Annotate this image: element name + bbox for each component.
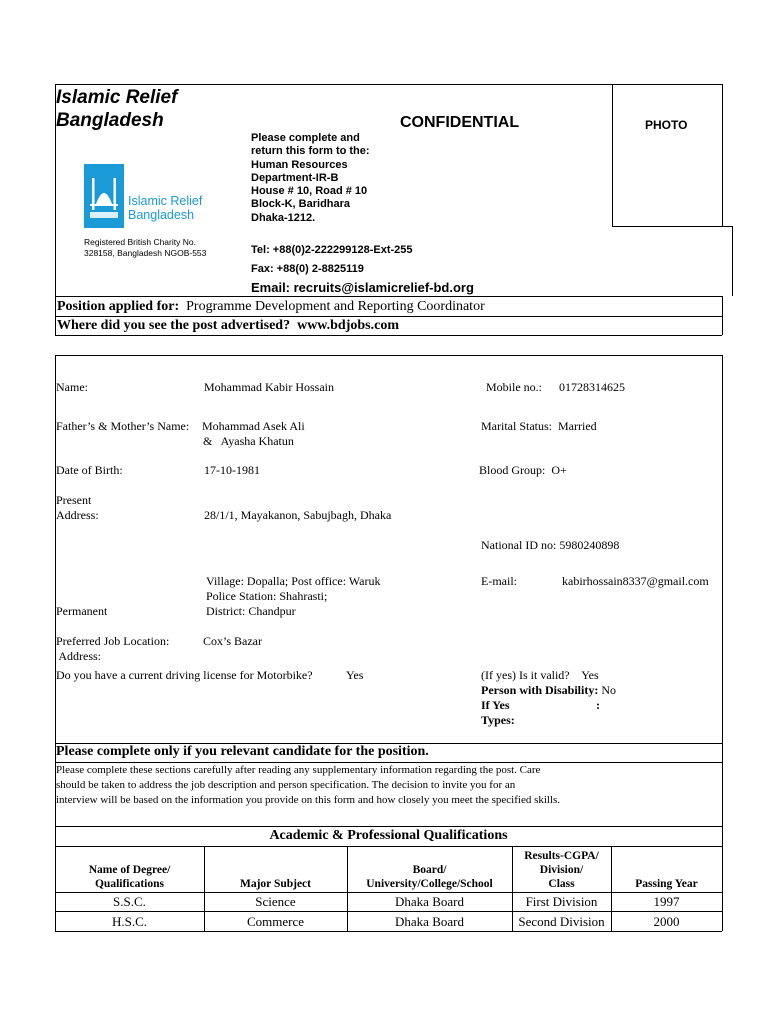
name-value: Mohammad Kabir Hossain [204, 380, 334, 394]
return-address [251, 132, 370, 225]
job-location-label: Preferred Job Location: [56, 634, 170, 648]
table-cell: Dhaka Board [395, 894, 464, 909]
charity-line-2: 328158, Bangladesh NGOB-553 [84, 247, 207, 258]
blood-group-label: Blood Group: [479, 463, 546, 477]
present-label-line-2: Address: [56, 508, 99, 522]
photo-bottom-border [612, 226, 732, 227]
position-label: Position applied for: [57, 299, 180, 314]
instructions-line-1: Please complete these sections carefully after reading any supplementary information regarding the post. Care [56, 764, 541, 776]
name-label: Name: [56, 380, 88, 394]
details-right-border [722, 355, 723, 931]
photo-placeholder-label: PHOTO [645, 118, 688, 132]
advertised-value: www.bdjobs.com [297, 318, 399, 333]
header-results-line-2: Division/ [539, 864, 584, 876]
header-degree-line-2: Qualifications [94, 878, 164, 890]
if-yes-colon: : [596, 698, 600, 712]
if-yes-label: If Yes [481, 698, 510, 712]
header-results-line-1: Results-CGPA/ [524, 850, 599, 862]
present-label-line-1: Present [56, 493, 92, 507]
permanent-value-line-2: Police Station: Shahrasti; [206, 589, 328, 603]
table-cell: First Division [525, 894, 598, 909]
charity-registration [84, 237, 206, 258]
disability-value: No [601, 683, 617, 697]
advertised-label: Where did you see the post advertised? [57, 318, 291, 333]
license-valid-answer: Yes [581, 668, 599, 682]
telephone: Tel: +88(0)2-222299128-Ext-255 [251, 244, 413, 256]
fax: Fax: +88(0) 2-8825119 [251, 263, 364, 275]
header-results-line-3: Class [548, 878, 575, 890]
table-cell: Commerce [246, 914, 305, 929]
qual-row-border [55, 911, 722, 912]
relevant-instructions [56, 763, 632, 808]
position-right-border [722, 296, 723, 335]
position-bottom-border [55, 335, 722, 336]
photo-right-border [722, 84, 723, 226]
position-top-border [55, 296, 722, 297]
return-address-line: return this form to the: [251, 145, 370, 158]
logo-text-line-1: Islamic Relief [128, 194, 203, 208]
types-label: Types: [481, 713, 515, 727]
qual-bottom-border [55, 931, 722, 932]
relevant-heading: Please complete only if you relevant candidate for the position. [56, 744, 429, 759]
dob-value: 17-10-1981 [204, 463, 260, 477]
disability-row [481, 683, 616, 698]
marital-value: Married [558, 419, 597, 433]
header-board [347, 863, 512, 891]
position-left-border [55, 296, 56, 335]
header-results [512, 849, 611, 891]
blood-group-value: O+ [551, 463, 567, 477]
table-cell: H.S.C. [111, 914, 148, 929]
advertised-row [57, 318, 399, 334]
blood-group-row [479, 463, 567, 478]
return-address-line: Human Resources [251, 158, 348, 171]
email-label: E-mail: [481, 574, 517, 588]
return-address-line: Dhaka-1212. [251, 211, 316, 224]
return-address-line: Please complete and [251, 132, 360, 144]
table-cell: 2000 [653, 914, 680, 929]
table-cell: 1997 [653, 894, 680, 909]
header-right-border [732, 226, 733, 296]
charity-line-1: Registered British Charity No. [84, 237, 196, 247]
permanent-value-line-3: District: Chandpur [206, 604, 296, 618]
permanent-value-line-1: Village: Dopalla; Post office: Waruk [206, 574, 381, 588]
present-address-value: 28/1/1, Mayakanon, Sabujbagh, Dhaka [204, 508, 392, 522]
qual-title-border [55, 846, 722, 847]
return-address-line: Department-IR-B [251, 171, 339, 184]
driving-license-answer: Yes [346, 668, 364, 682]
disability-label: Person with Disability: [481, 683, 599, 697]
header-board-line-2: University/College/School [366, 878, 493, 890]
license-valid-row [481, 668, 599, 683]
instructions-line-2: should be taken to address the job description and person specification. The decision to invite you for an [56, 779, 516, 791]
islamic-relief-logo [84, 164, 204, 228]
mosque-logo-icon [84, 164, 124, 228]
mobile-label: Mobile no.: [486, 380, 542, 394]
logo-text [128, 194, 202, 222]
dob-label: Date of Birth: [56, 463, 123, 477]
marital-status-row [481, 419, 597, 434]
parents-value-father: Mohammad Asek Ali [202, 419, 305, 433]
table-cell: Dhaka Board [395, 914, 464, 929]
table-cell: Science [255, 894, 296, 909]
header-degree-line-1: Name of Degree/ [88, 864, 171, 876]
header-major-subject: Major Subject [239, 878, 311, 890]
return-address-line: Block-K, Baridhara [251, 198, 351, 211]
header-passing-year: Passing Year [635, 878, 698, 890]
header-board-line-1: Board/ [412, 864, 447, 876]
job-location-value: Cox’s Bazar [203, 634, 262, 648]
header-degree [55, 863, 204, 891]
logo-text-line-2: Bangladesh [128, 208, 195, 222]
permanent-label-line-1: Permanent [56, 604, 108, 618]
instructions-line-3: interview will be based on the information you provide on this form and how closely you meet the specified skills. [56, 794, 561, 806]
marital-label: Marital Status: [481, 419, 552, 433]
parents-value-mother: & Ayasha Khatun [203, 434, 294, 448]
mobile-value: 01728314625 [559, 380, 625, 394]
organization-name [56, 86, 177, 132]
national-id: National ID no: 5980240898 [481, 538, 620, 552]
qual-top-border [55, 826, 722, 827]
permanent-label-line-2: Address: [56, 649, 101, 663]
table-cell: Second Division [518, 914, 605, 929]
return-address-line: House # 10, Road # 10 [251, 185, 368, 198]
present-address-label [56, 493, 99, 523]
email-value: kabirhossain8337@gmail.com [562, 574, 709, 588]
position-value: Programme Development and Reporting Coordinator [186, 299, 485, 314]
driving-license-question: Do you have a current driving license for Motorbike? [56, 668, 313, 682]
permanent-address-value [206, 574, 381, 619]
details-top-border [55, 355, 722, 356]
qual-header-border [55, 892, 722, 893]
photo-left-border [612, 84, 613, 226]
contact-email: Email: recruits@islamicrelief-bd.org [251, 280, 474, 295]
position-applied-row [57, 299, 485, 315]
qualifications-title: Academic & Professional Qualifications [269, 828, 508, 843]
confidential-label: CONFIDENTIAL [400, 114, 520, 131]
parents-label: Father’s & Mother’s Name: [56, 419, 190, 433]
license-valid-question: (If yes) Is it valid? [481, 668, 570, 682]
org-name-line-2: Bangladesh [56, 110, 164, 131]
header-top-border [55, 84, 722, 85]
org-name-line-1: Islamic Relief [56, 87, 178, 108]
table-cell: S.S.C. [113, 894, 146, 909]
position-mid-border [55, 316, 722, 317]
